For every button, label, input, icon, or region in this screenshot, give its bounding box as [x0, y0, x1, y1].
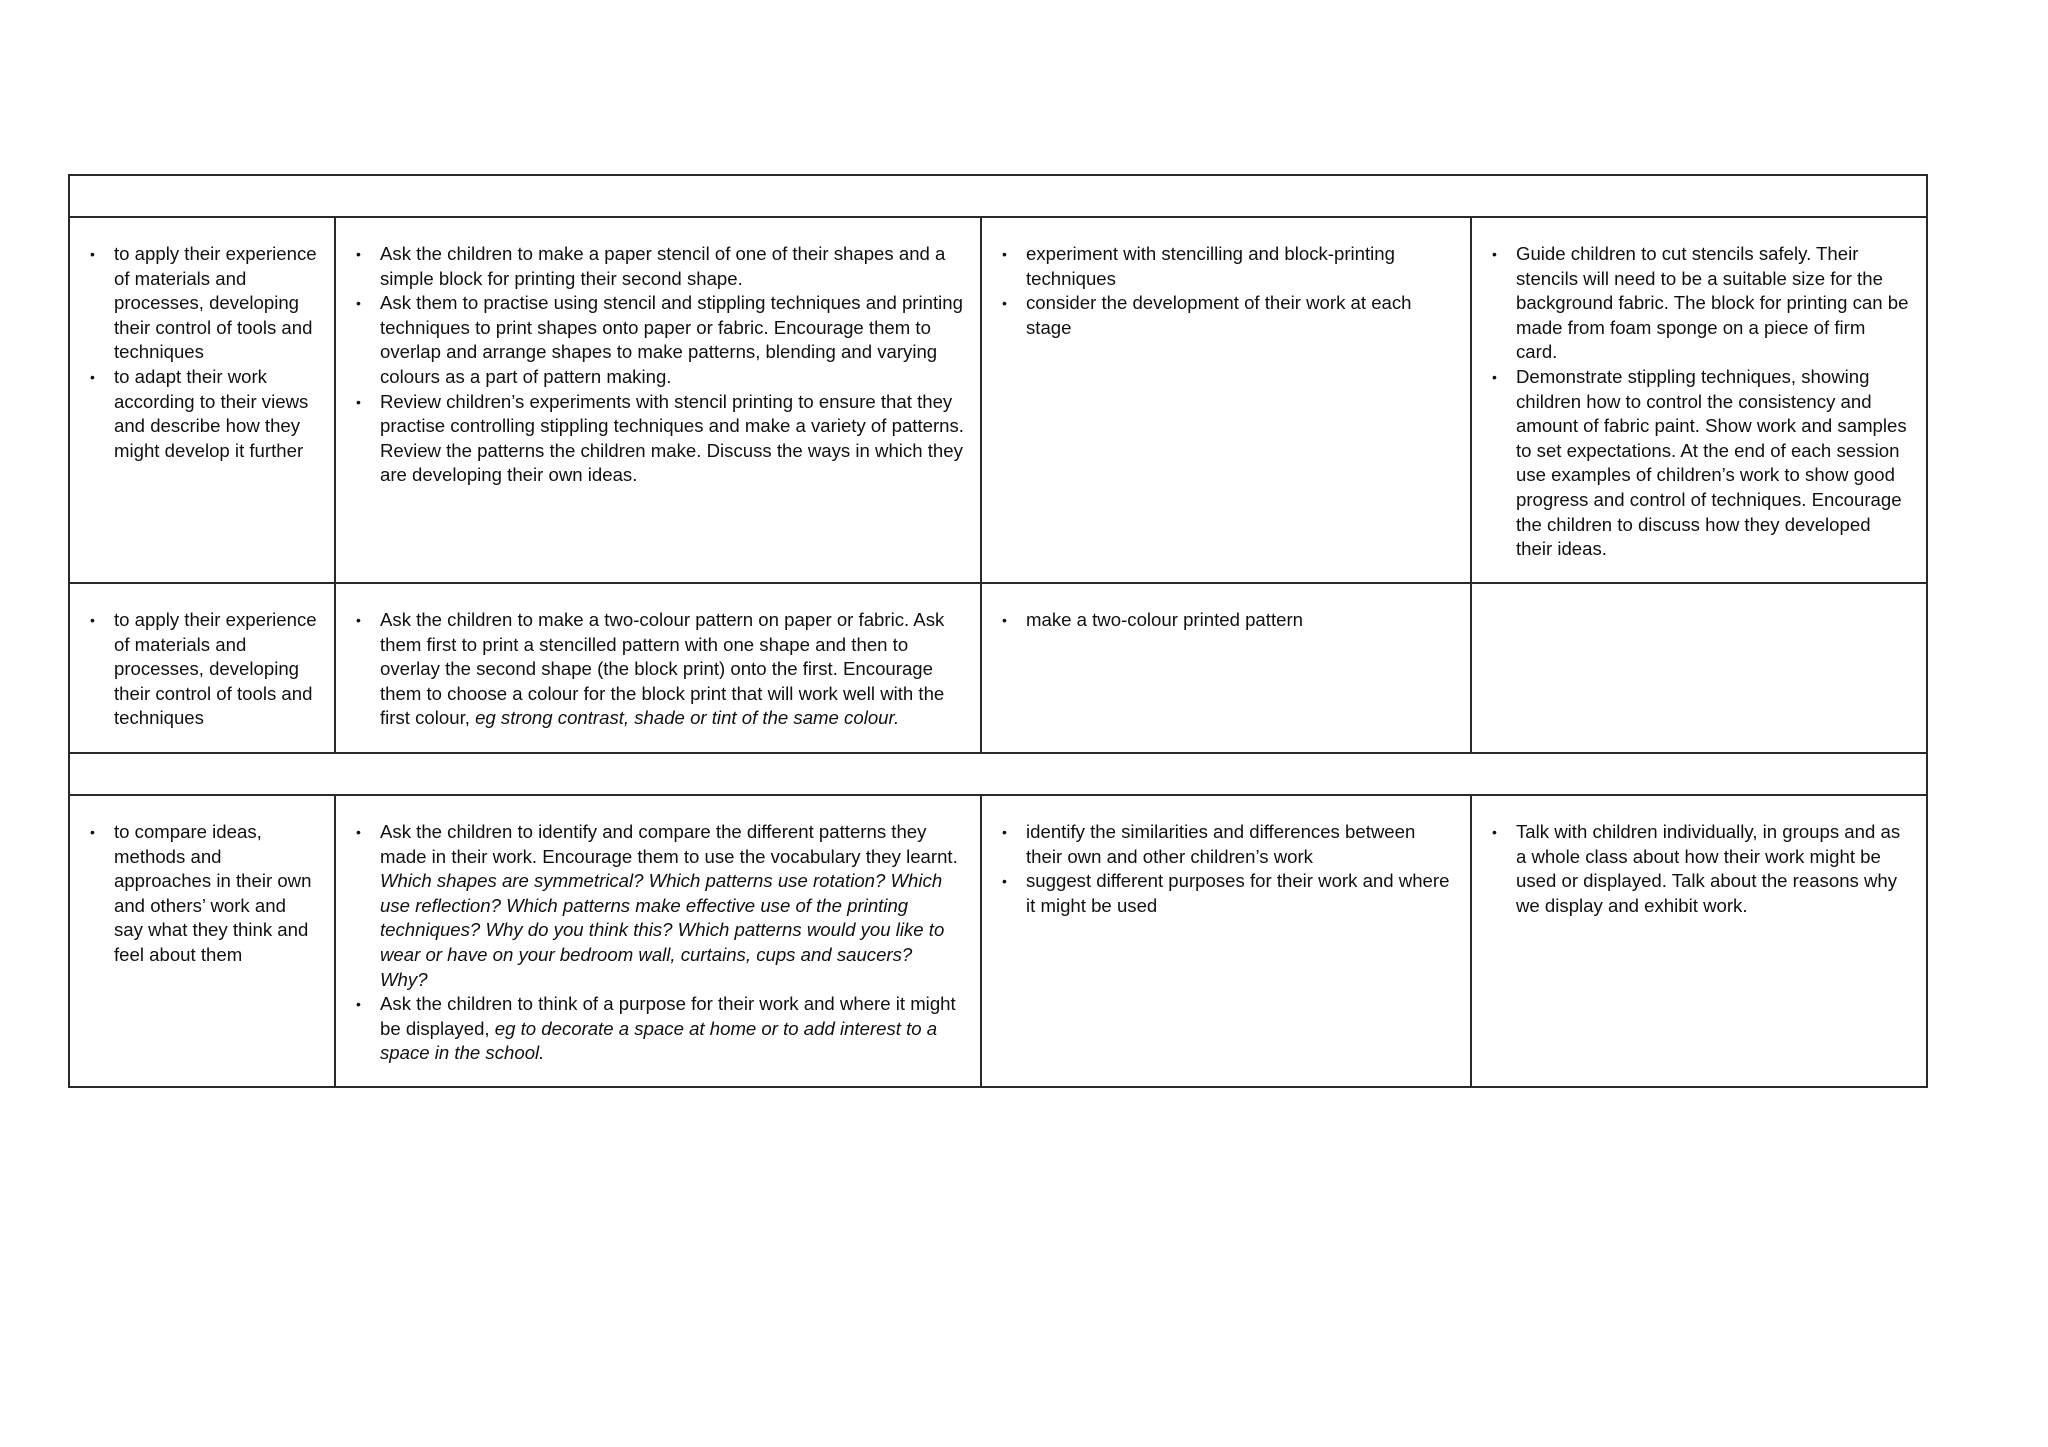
list-item: • experiment with stencilling and block-printing techniques: [982, 242, 1454, 291]
objectives-list: [70, 796, 334, 968]
list-item: • Guide children to cut stencils safely. Their stencils will need to be a suitable size for the background fabric. The block for printing can be made from foam sponge on a piece of firm card.: [1472, 242, 1910, 365]
list-item: • consider the development of their work at each stage: [982, 291, 1454, 340]
objectives-list: [70, 218, 334, 463]
list-item: • to apply their experience of materials and processes, developing their control of tools and techniques: [70, 608, 318, 731]
activities-cell: [335, 583, 981, 753]
activity-text: Review children’s experiments with stencil printing to ensure that they practise controlling stippling techniques and make a variety of patterns. Review the patterns the children make. Discuss the ways in which they are developing their own ideas.: [380, 390, 964, 486]
table-row: [69, 795, 1927, 1087]
list-item: • Talk with children individually, in groups and as a whole class about how their work might be used or displayed. Talk about the reasons why we display and exhibit work.: [1472, 820, 1910, 918]
list-item: • identify the similarities and differences between their own and other children’s work: [982, 820, 1454, 869]
table-row: [69, 217, 1927, 583]
outcomes-list: [982, 584, 1470, 633]
outcomes-list: [982, 218, 1470, 340]
activities-cell: [335, 217, 981, 583]
objectives-cell: [69, 795, 335, 1087]
notes-cell: [1471, 217, 1927, 583]
list-item: • suggest different purposes for their work and where it might be used: [982, 869, 1454, 918]
objectives-list: [70, 584, 334, 731]
table-row: [69, 583, 1927, 753]
list-item: [336, 992, 964, 1066]
outcomes-cell: [981, 217, 1471, 583]
section-header-cell: [69, 175, 1927, 217]
notes-cell: [1471, 795, 1927, 1087]
notes-list: [1472, 796, 1926, 918]
list-item: [336, 820, 964, 992]
activity-text: Ask the children to make a paper stencil of one of their shapes and a simple block for printing their second shape.: [380, 243, 946, 289]
activities-list: [336, 218, 980, 488]
list-item: • to apply their experience of materials and processes, developing their control of tools and techniques: [70, 242, 318, 365]
list-item: • Demonstrate stippling techniques, showing children how to control the consistency and amount of fabric paint. Show work and samples to set expectations. At the end of each session use examples of children’s work to show good progress and control of techniques. Encourage the children to discuss how they developed their ideas.: [1472, 365, 1910, 562]
list-item: [336, 242, 964, 291]
activity-italic-text: eg strong contrast, shade or tint of the same colour.: [475, 707, 900, 729]
list-item: • make a two-colour printed pattern: [982, 608, 1454, 633]
list-item: [336, 291, 964, 389]
section-header-row: [69, 175, 1927, 217]
section-header-row: [69, 753, 1927, 795]
notes-cell: [1471, 583, 1927, 753]
list-item: [336, 390, 964, 488]
activity-text: Ask the children to think of a purpose for their work and where it might be displayed,: [380, 993, 956, 1039]
activity-text: Ask them to practise using stencil and stippling techniques and printing techniques to print shapes onto paper or fabric. Encourage them to overlap and arrange shapes to make patterns, blending and varying colours as a part of pattern making.: [380, 292, 963, 387]
lesson-plan-table: [68, 174, 1928, 1088]
list-item: • to compare ideas, methods and approaches in their own and others’ work and say what they think and feel about them: [70, 820, 318, 968]
activity-text: Ask the children to make a two-colour pattern on paper or fabric. Ask them first to print a stencilled pattern with one shape and then to overlay the second shape (the block print) onto the first. Encourage them to choose a colour for the block print that will work well with the first colour,: [380, 609, 945, 729]
outcomes-cell: [981, 583, 1471, 753]
activity-italic-text: Which shapes are symmetrical? Which patterns use rotation? Which use reflection? Which patterns make effective use of the printing techniques? Why do you think this? Which patterns would you like to wear or have on your bedroom wall, curtains, cups and saucers? Why?: [380, 870, 945, 990]
section-header-cell: [69, 753, 1927, 795]
notes-list: [1472, 218, 1926, 562]
objectives-cell: [69, 583, 335, 753]
outcomes-cell: [981, 795, 1471, 1087]
activities-list: [336, 584, 980, 731]
activity-text: Ask the children to identify and compare the different patterns they made in their work. Encourage them to use the vocabulary they learnt.: [380, 821, 958, 867]
outcomes-list: [982, 796, 1470, 918]
activities-cell: [335, 795, 981, 1087]
list-item: [336, 608, 964, 731]
list-item: • to adapt their work according to their views and describe how they might develop it further: [70, 365, 318, 463]
objectives-cell: [69, 217, 335, 583]
activity-italic-text: eg to decorate a space at home or to add interest to a space in the school.: [380, 1017, 938, 1064]
activities-list: [336, 796, 980, 1066]
